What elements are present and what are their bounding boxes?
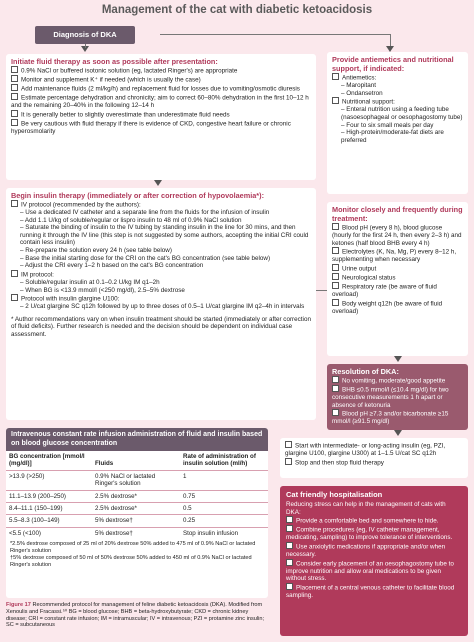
- cri-table: [6, 451, 268, 539]
- list-item: [332, 409, 463, 426]
- list-item-text: Protocol with insulin glargine U100:: [21, 295, 120, 303]
- antiemetics-heading: Provide antiemetics and nutritional support, if indicated:: [332, 55, 454, 73]
- list-item-text: Neurological status: [342, 274, 396, 282]
- table-cell: >13.9 (>250): [6, 470, 92, 490]
- table-cell: 0.9% NaCl or lactated Ringer's solution: [92, 470, 180, 490]
- checkbox-square-icon: [332, 223, 339, 230]
- list-item-text: Use anxiolytic medications if appropriate and/or when necessary.: [286, 543, 446, 559]
- list-item-text: Body weight q12h (be aware of fluid overload): [332, 300, 443, 315]
- list-item-text: Respiratory rate (be aware of fluid overload): [332, 283, 437, 299]
- insulin-heading: Begin insulin therapy (immediately or after correction of hypovolaemia*):: [11, 191, 265, 200]
- list-item: [11, 110, 311, 119]
- list-item: [11, 75, 311, 84]
- checkbox-square-icon: [11, 93, 18, 100]
- list-item-text: Estimate percentage dehydration and chronicity; aim to correct 60–80% dehydration in the first 10–12 h and the remaining 20–40% in the following 12–14 h: [11, 94, 309, 110]
- monitor-list: [332, 223, 463, 316]
- list-item-text: Antiemetics:: [342, 74, 377, 82]
- list-item-text: Placement of a central venous catheter to facilitate blood sampling.: [286, 584, 455, 600]
- list-item: [285, 441, 463, 458]
- insulin-therapy-box: [6, 188, 316, 420]
- checkbox-square-icon: [11, 270, 18, 277]
- arrow-down-icon: [394, 430, 402, 436]
- resolution-list: [332, 376, 463, 426]
- table-cell: 0.75: [180, 490, 268, 502]
- figure-text: Recommended protocol for management of feline diabetic ketoacidosis (DKA). Modified from Xenoulis and Fracassi.⁵⁰ BG = blood glucose; BHB = beta-hydroxybutyrate; CKD = chronic kidney disease; CRI = constant rate infusion; IM = intramuscular; IV = intravenous; PZI = protamine zinc insulin; SC = subcutaneous: [6, 602, 265, 629]
- list-item: [286, 525, 462, 542]
- list-subitem: – Enteral nutrition using a feeding tube (nasoesophageal or oesophagostomy tube): [341, 106, 463, 121]
- checkbox-square-icon: [11, 66, 18, 73]
- list-item-text: Combine procedures (eg, IV catheter management, medicating, sampling) to improve tolerance of interventions.: [286, 526, 453, 542]
- resolution-box: [327, 364, 468, 430]
- checkbox-square-icon: [11, 75, 18, 82]
- list-item: [11, 119, 311, 136]
- start-list: [285, 441, 463, 467]
- list-item: [332, 299, 463, 316]
- list-item-text: Nutritional support:: [342, 98, 395, 106]
- table-cell: <5.5 (<100): [6, 527, 92, 539]
- list-item-text: Consider early placement of an oesophagostomy tube to improve nutrition and allow oral medications to be given without stress.: [286, 560, 454, 583]
- connector-line: [160, 34, 390, 35]
- diagnosis-box: Diagnosis of DKA: [35, 26, 135, 44]
- arrow-down-icon: [154, 180, 162, 186]
- checkbox-square-icon: [11, 294, 18, 301]
- insulin-list: [11, 200, 311, 311]
- table-cell: 8.4–11.1 (150–199): [6, 503, 92, 515]
- table-row: [6, 503, 268, 515]
- cri-footnotes: [6, 539, 268, 570]
- list-subitem: – Add 1.1 U/kg of soluble/regular or lispro insulin to 48 ml of 0.9% NaCl solution: [20, 216, 242, 224]
- list-item: [332, 385, 463, 409]
- list-subitem: – Maropitant: [341, 82, 377, 90]
- list-subitem: – Adjust the CRI every 1–2 h based on the cat's BG concentration: [20, 262, 204, 270]
- list-subitem: – High-protein/moderate-fat diets are preferred: [341, 129, 444, 144]
- table-row: [6, 527, 268, 539]
- checkbox-square-icon: [332, 73, 339, 80]
- list-item-text: Electrolytes (K, Na, Mg, P) every 8–12 h, supplementing when necessary: [332, 248, 457, 264]
- list-item: [286, 583, 462, 600]
- list-item-text: Blood pH (every 8 h), blood glucose (hourly for the first 24 h, then every 2–3 h) and ketones (half blood BHB every 4 h): [332, 224, 462, 247]
- list-item: [11, 294, 311, 303]
- checkbox-square-icon: [332, 273, 339, 280]
- fluid-therapy-box: [6, 54, 316, 180]
- table-cell: 2.5% dextrose*: [92, 490, 180, 502]
- monitor-heading: Monitor closely and frequently during treatment:: [332, 205, 463, 223]
- table-cell: 1: [180, 470, 268, 490]
- start-insulin-box: [280, 438, 468, 478]
- table-cell: 5.5–8.3 (100–149): [6, 515, 92, 527]
- list-item: [286, 542, 462, 559]
- checkbox-square-icon: [11, 200, 18, 207]
- figure-caption: [6, 602, 268, 629]
- fluid-heading: Initiate fluid therapy as soon as possible after presentation:: [11, 57, 218, 66]
- checkbox-square-icon: [286, 542, 293, 549]
- table-row: [6, 470, 268, 490]
- checkbox-square-icon: [286, 583, 293, 590]
- page-title: Management of the cat with diabetic ketoacidosis: [101, 4, 373, 16]
- checkbox-square-icon: [285, 441, 292, 448]
- monitor-box: [327, 202, 468, 356]
- list-item: [11, 84, 311, 93]
- cat-friendly-intro: Reducing stress can help in the management of cats with DKA:: [286, 501, 446, 516]
- footnote: *2.5% dextrose composed of 25 ml of 20% dextrose 50% added to 475 ml of 0.9% NaCl or lactated Ringer's solution: [10, 541, 256, 555]
- table-cell: 0.5: [180, 503, 268, 515]
- list-item: [286, 559, 462, 583]
- list-item-text: Blood pH ≥7.3 and/or bicarbonate ≥15 mmol/l (≥91.5 mg/dl): [332, 410, 449, 426]
- checkbox-square-icon: [332, 299, 339, 306]
- checkbox-square-icon: [285, 458, 292, 465]
- table-cell: 2.5% dextrose*: [92, 503, 180, 515]
- list-item-text: Monitor and supplement K⁺ if needed (which is usually the case): [21, 76, 201, 84]
- list-subitem: – Soluble/regular insulin at 0.1–0.2 U/kg IM q1–2h: [20, 278, 160, 286]
- cri-col-bg: BG concentration [mmol/l (mg/dl)]: [9, 453, 85, 468]
- list-item-text: BHB ≤0.5 mmol/l (≤10.4 mg/dl) for two consecutive measurements 1 h apart or absence of ketonuria: [332, 386, 449, 409]
- list-item-text: Be very cautious with fluid therapy if there is evidence of CKD, congestive heart failure or chronic hyperosmolarity: [11, 120, 291, 136]
- checkbox-square-icon: [332, 376, 339, 383]
- list-item: [286, 516, 462, 525]
- list-item: [11, 66, 311, 75]
- list-item: [332, 376, 463, 385]
- list-subitem: – Saturate the binding of insulin to the IV tubing by standing insulin in the line for 30 mins, and then running it through the IV line (this step is not suggested by some authors, accepting the initial CRI could contain less insulin): [20, 224, 309, 247]
- cri-col-fluids: Fluids: [95, 460, 114, 468]
- checkbox-square-icon: [11, 119, 18, 126]
- cri-col-rate: Rate of administration of insulin solution (ml/h): [183, 453, 256, 468]
- list-item-text: No vomiting, moderate/good appetite: [342, 377, 446, 385]
- resolution-heading: Resolution of DKA:: [332, 367, 399, 376]
- list-subitem: – 2 U/cat glargine SC q12h followed by up to three doses of 0.5–1 U/cat glargine IM q2–4h in intervals: [20, 303, 305, 311]
- list-item-text: Add maintenance fluids (2 ml/kg/h) and replacement fluid for losses due to vomiting/osmotic diuresis: [21, 85, 300, 93]
- list-item-text: IM protocol:: [21, 271, 54, 279]
- table-cell: 11.1–13.9 (200–250): [6, 490, 92, 502]
- list-item-text: Start with intermediate- or long-acting insulin (eg, PZI, glargine U100, glargine U300) at 1–1.5 U/cat SC q12h: [285, 442, 446, 458]
- list-subitem: – Re-prepare the solution every 24 h (see table below): [20, 247, 172, 255]
- checkbox-square-icon: [332, 282, 339, 289]
- list-item: [11, 270, 311, 279]
- antiemetics-list: [332, 73, 463, 144]
- list-item-text: IV protocol (recommended by the authors):: [21, 201, 141, 209]
- checkbox-square-icon: [332, 409, 339, 416]
- list-item: [11, 93, 311, 110]
- list-item-text: Provide a comfortable bed and somewhere to hide.: [296, 517, 439, 525]
- cat-friendly-heading: Cat friendly hospitalisation: [286, 490, 383, 499]
- list-item: [285, 458, 463, 467]
- checkbox-square-icon: [332, 247, 339, 254]
- list-item-text: Stop and then stop fluid therapy: [295, 459, 384, 467]
- table-row: [6, 490, 268, 502]
- footnote: †5% dextrose composed of 50 ml of 50% dextrose 50% added to 450 ml of 0.9% NaCl or lactated Ringer's solution: [10, 554, 252, 568]
- table-cell: 5% dextrose†: [92, 527, 180, 539]
- checkbox-square-icon: [332, 97, 339, 104]
- checkbox-square-icon: [286, 525, 293, 532]
- list-subitem: – Ondansetron: [341, 89, 383, 97]
- figure-label: Figure 17: [6, 602, 31, 608]
- checkbox-square-icon: [11, 84, 18, 91]
- connector-line: [316, 290, 327, 291]
- list-item-text: It is generally better to slightly overestimate than underestimate fluid needs: [21, 111, 230, 119]
- arrow-down-icon: [394, 356, 402, 362]
- insulin-note: * Author recommendations vary on when insulin treatment should be started (immediately or after correction of fluid deficits). Further research is needed and the decision should be dependent on individual case assessment.: [11, 315, 311, 338]
- list-item: [332, 73, 463, 82]
- list-item-text: 0.9% NaCl or buffered isotonic solution (eg, lactated Ringer's) are appropriate: [21, 67, 238, 75]
- list-item-text: Urine output: [342, 265, 377, 273]
- table-cell: 5% dextrose†: [92, 515, 180, 527]
- list-subitem: – Four to six small meals per day: [341, 121, 434, 129]
- checkbox-square-icon: [332, 264, 339, 271]
- list-item: [332, 97, 463, 106]
- list-subitem: – Use a dedicated IV catheter and a separate line from the fluids for the infusion of insulin: [20, 209, 270, 217]
- checkbox-square-icon: [332, 385, 339, 392]
- checkbox-square-icon: [286, 559, 293, 566]
- table-cell: 0.25: [180, 515, 268, 527]
- checkbox-square-icon: [11, 110, 18, 117]
- list-item: [11, 200, 311, 209]
- table-cell: Stop insulin infusion: [180, 527, 268, 539]
- list-subitem: – Base the initial starting dose for the CRI on the cat's BG concentration (see table below): [20, 254, 271, 262]
- cat-friendly-list: [286, 516, 462, 599]
- list-item: [332, 223, 463, 247]
- checkbox-square-icon: [286, 516, 293, 523]
- table-row: [6, 515, 268, 527]
- cat-friendly-box: [280, 486, 468, 636]
- list-subitem: – When BG is <13.9 mmol/l (<250 mg/dl), 2.5–5% dextrose: [20, 286, 185, 294]
- list-item: [332, 282, 463, 299]
- fluid-list: [11, 66, 311, 136]
- cri-table-heading: Intravenous constant rate infusion administration of fluid and insulin based on blood glucose concentration: [6, 428, 268, 451]
- cri-table-panel: [6, 428, 268, 598]
- list-item: [332, 247, 463, 264]
- list-item: [332, 273, 463, 282]
- antiemetics-box: [327, 52, 468, 194]
- list-item: [332, 264, 463, 273]
